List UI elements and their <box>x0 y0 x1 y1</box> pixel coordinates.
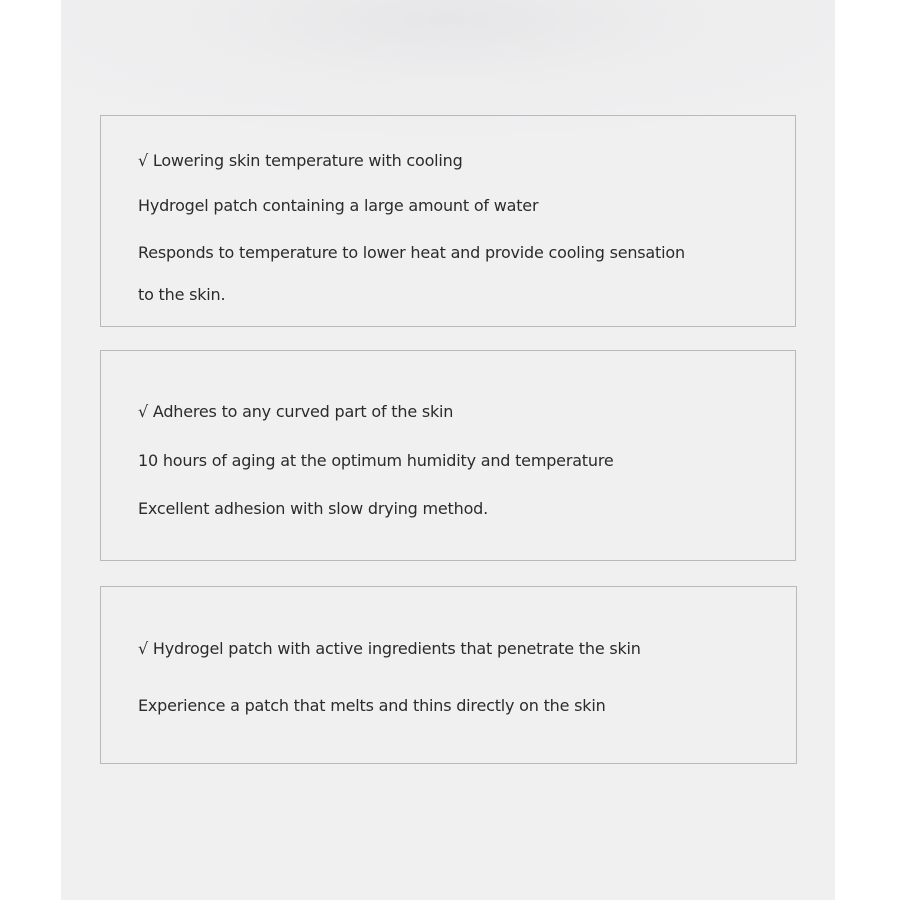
feature-heading: √ Hydrogel patch with active ingredients that penetrate the skin <box>138 639 641 658</box>
feature-card-ingredients <box>100 586 797 764</box>
feature-text: 10 hours of aging at the optimum humidity and temperature <box>138 451 614 470</box>
feature-card-cooling <box>100 115 796 327</box>
feature-text: Excellent adhesion with slow drying method. <box>138 499 488 518</box>
feature-heading: √ Adheres to any curved part of the skin <box>138 402 454 421</box>
feature-text: to the skin. <box>138 285 226 304</box>
feature-text: Responds to temperature to lower heat and provide cooling sensation <box>138 243 685 262</box>
feature-card-adhesion <box>100 350 796 561</box>
feature-text: Experience a patch that melts and thins directly on the skin <box>138 696 606 715</box>
feature-heading: √ Lowering skin temperature with cooling <box>138 151 463 170</box>
product-detail-page <box>61 0 835 900</box>
feature-text: Hydrogel patch containing a large amount of water <box>138 196 539 215</box>
